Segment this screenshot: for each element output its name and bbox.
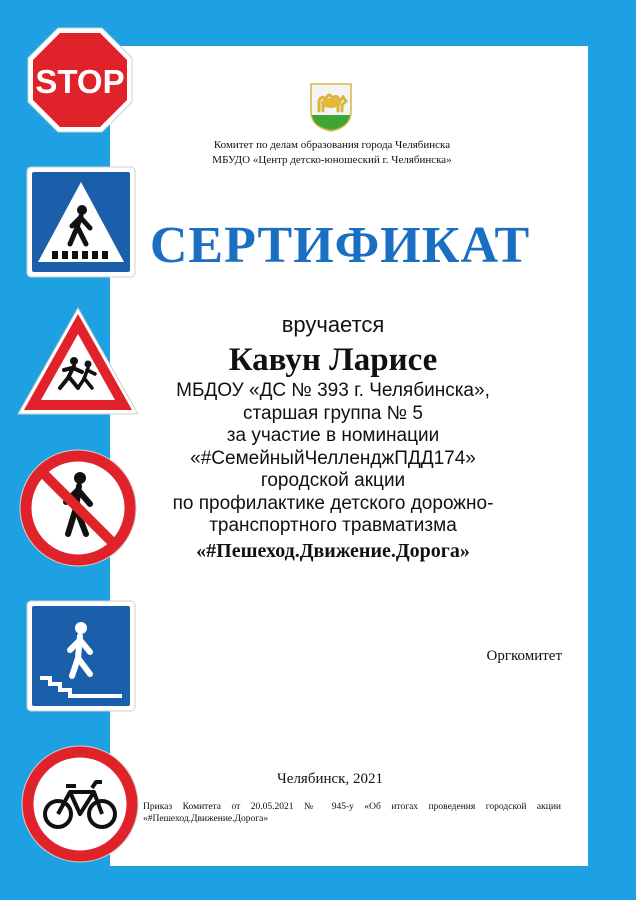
city-year: Челябинск, 2021 bbox=[277, 771, 383, 787]
campaign-name: «#Пешеход.Движение.Дорога» bbox=[196, 539, 470, 562]
body-line: за участие в номинации bbox=[226, 425, 440, 446]
children-warning-sign-icon bbox=[16, 306, 140, 416]
body-line: МБДОУ «ДС № 393 г. Челябинска», bbox=[176, 380, 490, 401]
city-emblem-icon bbox=[308, 81, 354, 133]
certificate-body bbox=[130, 310, 536, 564]
certificate-title: СЕРТИФИКАТ bbox=[149, 217, 531, 274]
body-line: транспортного травматизма bbox=[209, 515, 457, 536]
body-line: старшая группа № 5 bbox=[243, 402, 423, 424]
order-note: Приказ Комитета от 20.05.2021 № 945-у «Об итогах проведения городской акции «#Пешеход.Движение.Дорога» bbox=[143, 802, 561, 824]
recipient-name: Кавун Ларисе bbox=[228, 342, 438, 378]
stop-sign-text: STOP bbox=[35, 63, 125, 100]
no-pedestrians-sign-icon bbox=[18, 448, 138, 568]
body-line: городской акции bbox=[260, 470, 406, 491]
signature-organizer: Оргкомитет bbox=[486, 648, 562, 664]
issuer-center: МБУДО «Центр детско-юношеский г. Челябинска» bbox=[212, 154, 452, 166]
issuer-header bbox=[150, 138, 514, 168]
underpass-sign-icon bbox=[26, 600, 136, 712]
no-bicycles-sign-icon bbox=[20, 744, 140, 864]
pedestrian-crossing-sign-icon bbox=[26, 166, 136, 278]
body-line: «#СемейныйЧелленджПДД174» bbox=[190, 447, 476, 469]
body-line: по профилактике детского дорожно- bbox=[172, 492, 494, 514]
handed-to-text: вручается bbox=[281, 312, 385, 337]
issuer-committee: Комитет по делам образования города Челябинска bbox=[213, 139, 451, 151]
stop-sign-icon bbox=[26, 26, 134, 134]
